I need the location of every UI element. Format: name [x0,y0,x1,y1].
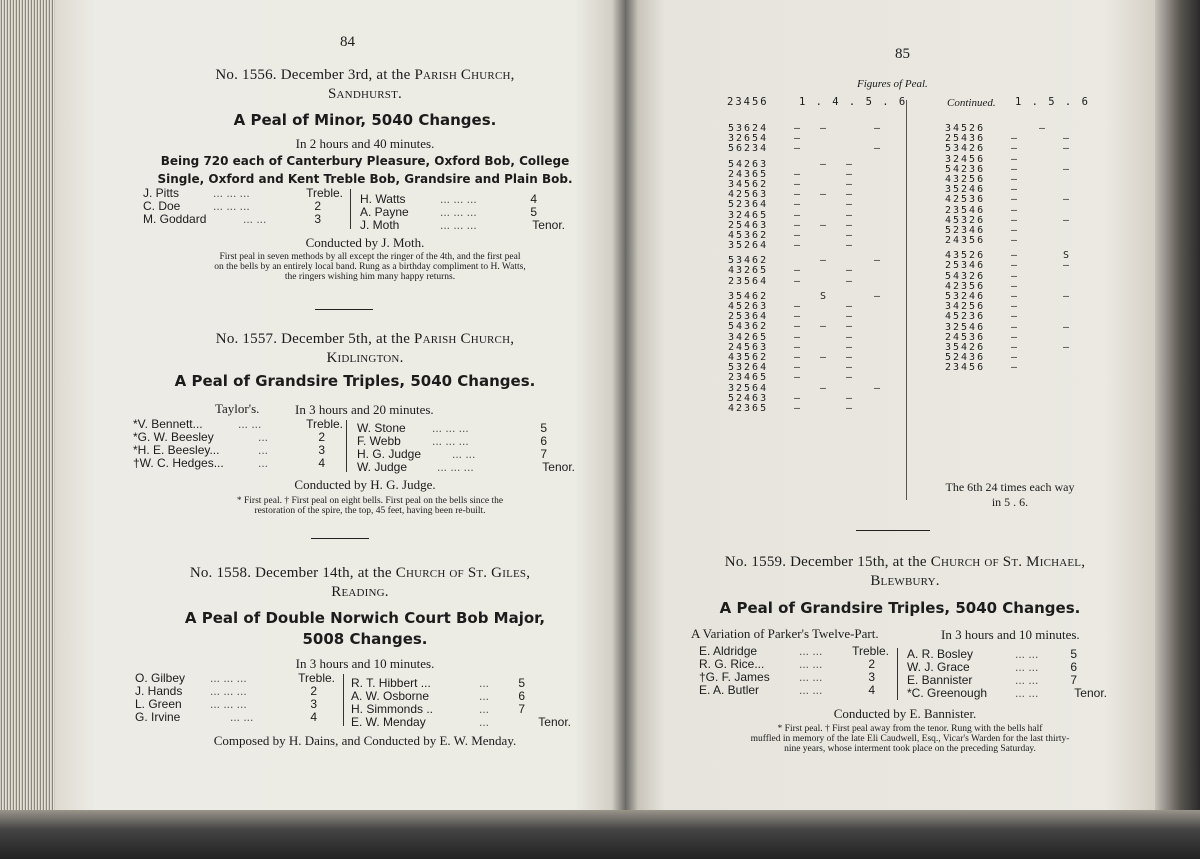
call-mark: — [1011,291,1020,302]
course-end: 24563 [728,341,769,353]
call-mark: — [794,402,803,414]
peal-conductor: Conducted by H. G. Judge. [294,477,436,492]
figures-column-divider [906,100,907,500]
course-end: 32456 [945,153,986,165]
course-end: 23465 [728,372,769,384]
call-mark: — [794,143,803,155]
figure-row [728,144,898,154]
peal-conductor: Conducted by E. Bannister. [833,706,977,721]
figures-title: Figures of Peal. [857,78,928,90]
call-mark: — [1063,341,1072,353]
call-mark: — [820,351,829,363]
course-end: 35426 [945,341,986,353]
course-end: 53624 [728,123,769,134]
peal-title: A Peal of Double Norwich Court Bob Major, 5008 Changes. [184,609,546,648]
call-mark: — [794,341,803,353]
course-end: 35462 [728,290,769,302]
course-end: 56234 [728,143,769,155]
band-right-column: R. T. Hibbert ... ... 5 A. W. Osborne ... 6 H. Simmonds .. ... 7 E. W. Menday ... Tenor. [351,676,571,729]
course-end: 43526 [945,250,986,262]
figure-row [728,277,898,287]
course-end: 32564 [728,382,769,394]
call-mark: — [1011,321,1020,333]
call-mark: — [1011,214,1020,226]
figure-row [945,195,1095,205]
course-end: 45362 [728,229,769,241]
peal-composition: A Variation of Parker's Twelve-Part. [691,626,879,641]
call-mark: — [1011,184,1020,196]
course-end: 54362 [728,321,769,333]
call-mark: — [1063,291,1072,302]
peal-title: A Peal of Minor, 5040 Changes. [233,111,497,129]
call-mark: — [846,240,855,252]
book-gutter [612,0,638,859]
right-page [625,0,1155,820]
call-mark: — [1011,133,1020,145]
call-mark: — [1011,301,1020,313]
peal-title: A Peal of Grandsire Triples, 5040 Changes. [174,372,536,390]
course-end: 24356 [945,235,986,247]
call-mark: — [820,123,829,134]
course-end: 53246 [945,291,986,302]
figure-row [945,236,1095,246]
call-mark: — [1063,260,1072,272]
call-mark: — [1063,214,1072,226]
call-mark: S [820,290,829,302]
course-end: 34562 [728,178,769,190]
course-end: 32546 [945,321,986,333]
course-end: 42536 [945,194,986,206]
call-mark: — [794,219,803,231]
call-mark: — [820,219,829,231]
call-mark: — [820,382,829,394]
call-mark: — [794,275,803,287]
course-end: 25364 [728,311,769,323]
call-mark: — [1011,270,1020,282]
page-number: 85 [895,46,910,62]
course-end: 45236 [945,311,986,323]
course-end: 54263 [728,158,769,170]
course-end: 43256 [945,173,986,185]
call-mark: — [1011,163,1020,175]
call-mark: — [1011,331,1020,343]
call-mark: — [846,209,855,221]
call-mark: — [794,240,803,252]
peal-title: A Peal of Grandsire Triples, 5040 Changes. [719,599,1081,617]
peal-time: In 3 hours and 20 minutes. [295,402,434,417]
course-end: 34256 [945,301,986,313]
call-mark: — [1011,362,1020,374]
band-left-column: J. Pitts ... ... ... Treble. C. Doe ... ... ... 2 M. Goddard ... ... 3 [143,186,343,226]
call-mark: — [846,158,855,170]
call-mark: — [846,311,855,323]
call-mark: — [846,331,855,343]
peal-time: In 3 hours and 10 minutes. [941,627,1080,642]
call-mark: — [846,351,855,363]
call-mark: — [1011,194,1020,206]
band-left-column: *V. Bennett... ... ... Treble. *G. W. Beesley ... 2 *H. E. Beesley... ... 3 †W. C. Hedges... ... 4 [133,417,343,470]
figure-row [728,373,898,383]
call-mark: — [794,133,803,145]
call-mark: — [794,392,803,404]
course-end: 34265 [728,331,769,343]
band-divider [350,189,351,229]
course-end: 23456 [945,362,986,374]
course-end: 42563 [728,189,769,201]
call-mark: — [794,229,803,241]
peal-footnote: * First peal. † First peal on eight bells. First peal on the bells since the restoration of the spire, the top, 45 feet, having been re-built. [236,496,504,516]
call-mark: — [846,199,855,211]
call-mark: — [1011,250,1020,262]
call-mark: — [1011,352,1020,364]
call-mark: — [820,189,829,201]
call-mark: — [794,123,803,134]
course-end: 25463 [728,219,769,231]
course-end: 23546 [945,204,986,216]
band-right-column: W. Stone ... ... ... 5 F. Webb ... ... ... 6 H. G. Judge ... ... 7 W. Judge ... ... ... Tenor. [357,421,575,474]
call-mark: — [874,290,883,302]
course-end: 35264 [728,240,769,252]
course-end: 32654 [728,133,769,145]
call-mark: — [846,168,855,180]
peal-heading: No. 1558. December 14th, at the Church of St. Giles, Reading. [189,565,531,600]
call-mark: — [1063,194,1072,206]
peal-conductor: Conducted by J. Moth. [305,235,425,250]
call-mark: — [846,219,855,231]
call-mark: — [1011,204,1020,216]
call-mark: — [1063,321,1072,333]
figures-continued-calls: 1 . 5 . 6 [1015,96,1090,108]
course-end: 52346 [945,224,986,236]
course-end: 45263 [728,301,769,312]
section-rule [311,538,369,539]
figure-row [728,200,898,210]
call-mark: — [794,199,803,211]
call-mark: — [794,301,803,312]
call-mark: — [846,372,855,384]
course-end: 24536 [945,331,986,343]
call-mark: — [794,331,803,343]
call-mark: — [846,392,855,404]
course-end: 35246 [945,184,986,196]
figures-header-calls: 1 . 4 . 5 . 6 [799,96,908,108]
course-end: 52364 [728,199,769,211]
call-mark: — [1011,224,1020,236]
band-divider [343,674,344,726]
call-mark: — [1011,311,1020,323]
call-mark: — [846,178,855,190]
course-end: 53426 [945,143,986,155]
figure-row [728,404,898,414]
peal-conductor: Composed by H. Dains, and Conducted by E. W. Menday. [213,733,517,748]
peal-composition: Taylor's. [215,401,260,416]
course-end: 45326 [945,214,986,226]
course-end: 54326 [945,270,986,282]
course-end: 24365 [728,168,769,180]
call-mark: — [846,229,855,241]
course-end: 34526 [945,123,986,134]
band-left-column: E. Aldridge ... ... Treble. R. G. Rice... ... ... 2 †G. F. James ... ... 3 E. A. Butler ... ... 4 [699,644,889,697]
call-mark: — [1011,235,1020,247]
course-end: 53462 [728,255,769,267]
call-mark: — [794,351,803,363]
figures-header-courses: 23456 [727,96,769,108]
call-mark: — [794,189,803,201]
call-mark: — [1063,163,1072,175]
call-mark: — [794,362,803,374]
course-end: 43265 [728,265,769,277]
course-end: 23564 [728,275,769,287]
call-mark: S [1063,250,1072,262]
figures-note: The 6th 24 times each way in 5 . 6. [945,480,1075,509]
course-end: 43562 [728,351,769,363]
call-mark: — [1011,280,1020,292]
call-mark: — [794,311,803,323]
call-mark: — [1039,123,1048,134]
call-mark: — [1011,143,1020,155]
course-end: 53264 [728,362,769,374]
course-end: 42356 [945,280,986,292]
course-end: 52463 [728,392,769,404]
left-page [55,0,625,820]
call-mark: — [874,255,883,267]
call-mark: — [1011,153,1020,165]
course-end: 52436 [945,352,986,364]
peal-methods: Being 720 each of Canterbury Pleasure, Oxford Bob, College Single, Oxford and Kent Treble Bob, Grandsire and Plain Bob. [157,154,573,186]
section-rule [856,530,930,531]
call-mark: — [794,321,803,333]
call-mark: — [794,372,803,384]
peal-footnote: First peal in seven methods by all except the ringer of the 4th, and the first peal on the bells by an entirely local band. Rung as a birthday compliment to H. Watts, the ringers wishing him many happy returns. [214,252,526,282]
call-mark: — [874,143,883,155]
figures-left-table [728,124,898,419]
call-mark: — [846,341,855,353]
call-mark: — [874,382,883,394]
call-mark: — [846,321,855,333]
call-mark: — [874,123,883,134]
figures-continued-label: Continued. [947,97,996,109]
course-end: 25436 [945,133,986,145]
call-mark: — [794,168,803,180]
call-mark: — [846,189,855,201]
section-rule [315,309,373,310]
call-mark: — [794,209,803,221]
course-end: 42365 [728,402,769,414]
call-mark: — [1063,143,1072,155]
page-number: 84 [340,34,355,50]
call-mark: — [820,158,829,170]
call-mark: — [846,265,855,277]
course-end: 54236 [945,163,986,175]
call-mark: — [846,301,855,312]
course-end: 32465 [728,209,769,221]
peal-time: In 2 hours and 40 minutes. [295,136,435,151]
band-divider [346,420,347,472]
figures-right-table [945,124,1095,379]
peal-heading: No. 1559. December 15th, at the Church of St. Michael, Blewbury. [724,554,1086,589]
call-mark: — [846,362,855,374]
band-divider [897,648,898,700]
page-edges-right [1150,0,1200,859]
call-mark: — [820,321,829,333]
peal-time: In 3 hours and 10 minutes. [295,656,435,671]
course-end: 25346 [945,260,986,272]
figure-row [945,363,1095,373]
call-mark: — [846,275,855,287]
band-right-column: H. Watts ... ... ... 4 A. Payne ... ... ... 5 J. Moth ... ... ... Tenor. [360,192,565,232]
peal-heading: No. 1557. December 5th, at the Parish Church, Kidlington. [215,331,515,366]
call-mark: — [1063,133,1072,145]
figure-row [728,241,898,251]
call-mark: — [820,255,829,267]
peal-footnote: * First peal. † First peal away from the tenor. Rung with the bells half muffled in memory of the late Eli Caudwell, Esq., Vicar's Warden for the last thirty- nine years, whose interment took place on the preceding Saturday. [750,724,1070,754]
call-mark: — [1011,260,1020,272]
band-right-column: A. R. Bosley ... ... 5 W. J. Grace ... ... 6 E. Bannister ... ... 7 *C. Greenough ... ... Tenor. [907,647,1107,700]
band-left-column: O. Gilbey ... ... ... Treble. J. Hands ... ... ... 2 L. Green ... ... ... 3 G. Irvine ... ... 4 [135,671,335,724]
call-mark: — [1011,341,1020,353]
call-mark: — [1011,173,1020,185]
call-mark: — [794,265,803,277]
peal-heading: No. 1556. December 3rd, at the Parish Church, Sandhurst. [215,67,515,102]
call-mark: — [846,402,855,414]
call-mark: — [794,178,803,190]
page-bottom-shadow [0,810,1200,859]
